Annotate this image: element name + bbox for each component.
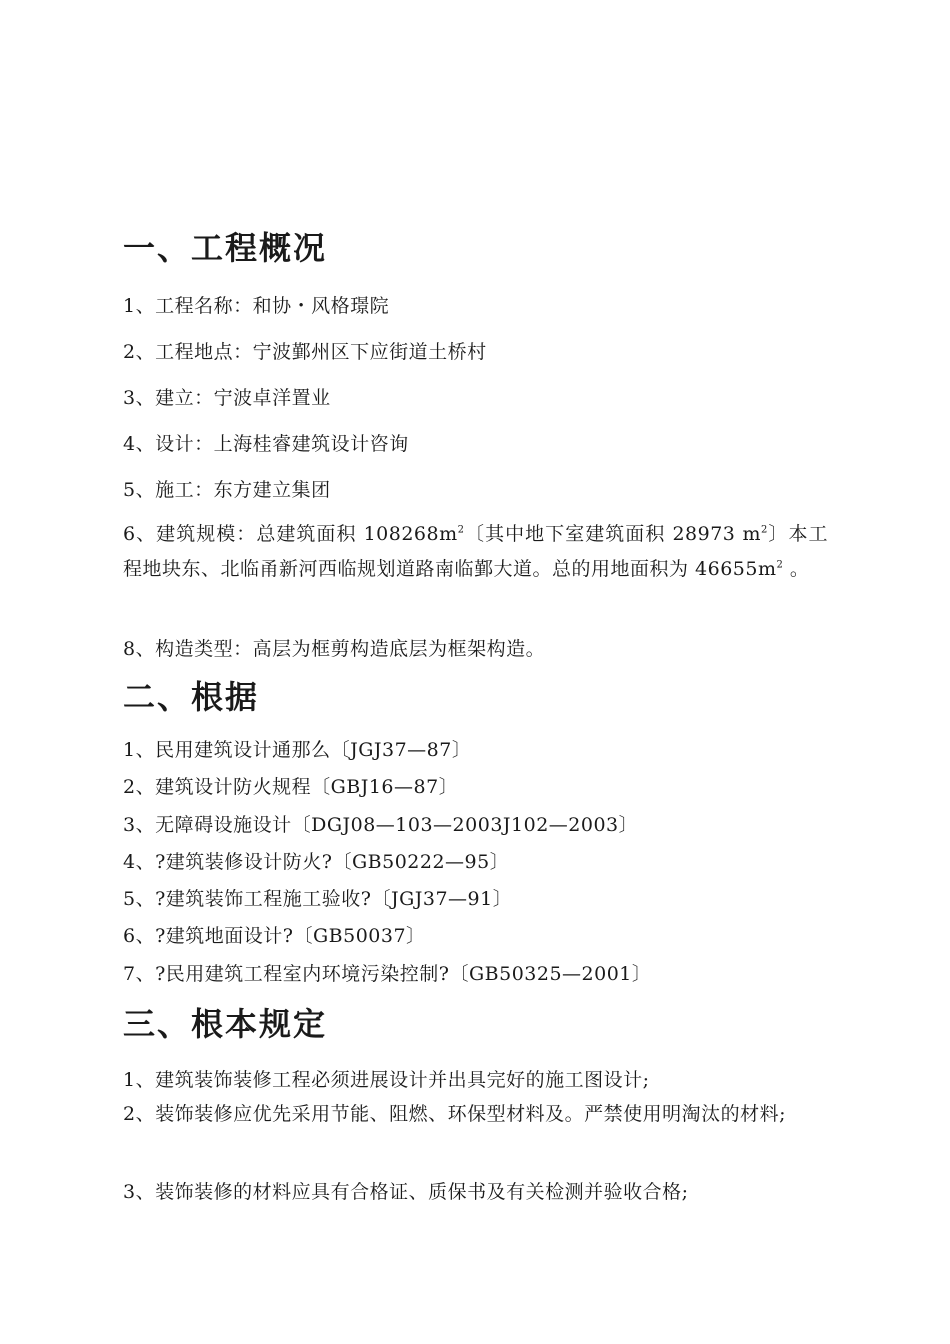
list-item: 1、民用建筑设计通那么〔JGJ37—87〕 <box>123 739 472 761</box>
list-item: 1、建筑装饰装修工程必须进展设计并出具完好的施工图设计; <box>123 1069 650 1091</box>
list-item: 5、施工：东方建立集团 <box>123 479 331 501</box>
superscript: 2 <box>457 524 465 536</box>
list-item: 4、设计：上海桂睿建筑设计咨询 <box>123 433 409 455</box>
list-item: 3、装饰装修的材料应具有合格证、质保书及有关检测并验收合格; <box>123 1181 689 1203</box>
superscript: 2 <box>761 524 768 536</box>
list-item: 2、建筑设计防火规程〔GBJ16—87〕 <box>123 776 459 798</box>
list-item: 1、工程名称：和协・风格璟院 <box>123 295 390 317</box>
scale-text-4: 。 <box>783 558 810 580</box>
scale-text-3: 〕本工程地块东、北临甬新河西临规划道路南临鄞大道。总的用地面积为 46655m <box>123 523 828 580</box>
section-heading-basis: 二、根据 <box>123 678 260 716</box>
section-heading-basic-rules: 三、根本规定 <box>123 1005 328 1043</box>
scale-text-2: 〔其中地下室建筑面积 28973 m <box>464 523 761 545</box>
list-item: 3、建立：宁波卓洋置业 <box>123 387 331 409</box>
list-item: 4、?建筑装修设计防火?〔GB50222—95〕 <box>123 851 510 873</box>
list-item: 6、?建筑地面设计?〔GB50037〕 <box>123 925 426 947</box>
list-item: 5、?建筑装饰工程施工验收?〔JGJ37—91〕 <box>123 888 513 910</box>
list-item: 8、构造类型：高层为框剪构造底层为框架构造。 <box>123 638 546 660</box>
superscript: 2 <box>776 559 784 571</box>
list-item: 2、装饰装修应优先采用节能、阻燃、环保型材料及。严禁使用明淘汰的材料; <box>123 1103 786 1125</box>
list-item: 3、无障碍设施设计〔DGJ08—103—2003J102—2003〕 <box>123 814 639 836</box>
list-item: 7、?民用建筑工程室内环境污染控制?〔GB50325—2001〕 <box>123 963 652 985</box>
list-item: 2、工程地点：宁波鄞州区下应街道土桥村 <box>123 341 487 363</box>
building-scale-paragraph <box>123 517 828 587</box>
section-heading-overview: 一、工程概况 <box>123 229 328 267</box>
scale-text-1: 6、建筑规模：总建筑面积 108268m <box>123 523 458 545</box>
